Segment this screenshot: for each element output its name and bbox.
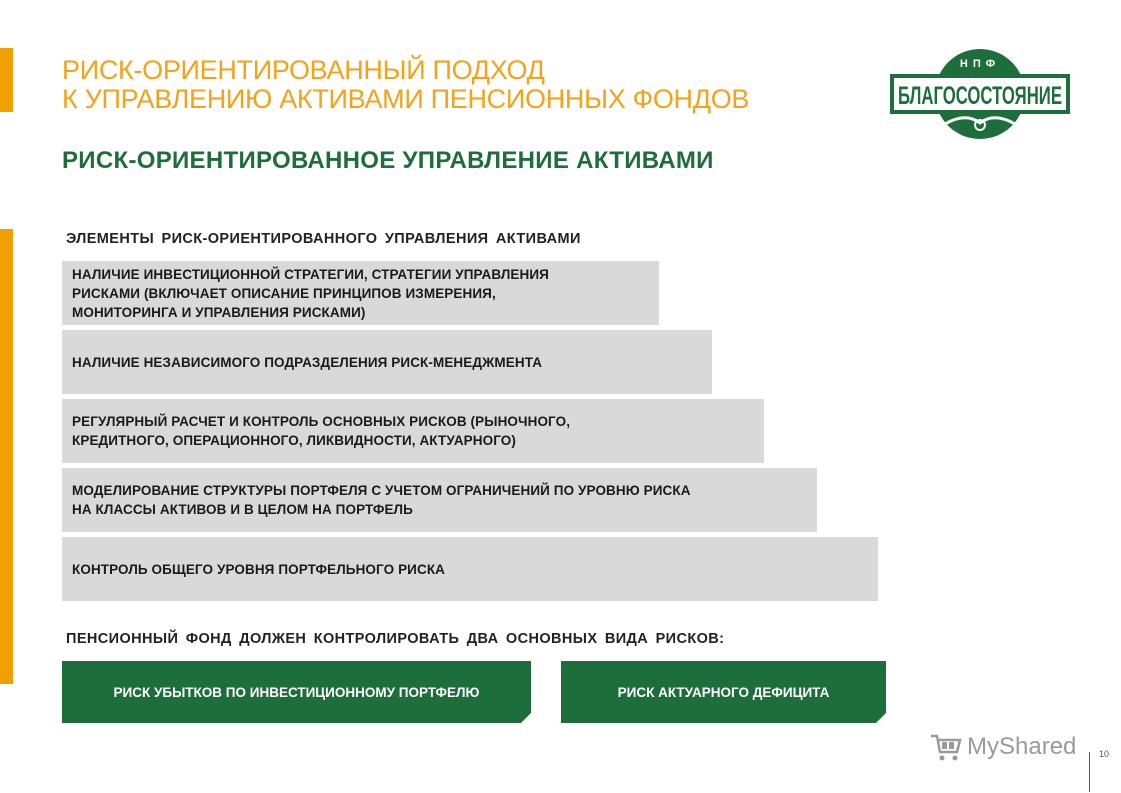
box-corner-notch: [876, 713, 886, 723]
step-risk-department: НАЛИЧИЕ НЕЗАВИСИМОГО ПОДРАЗДЕЛЕНИЯ РИСК-МЕНЕДЖМЕНТА: [62, 330, 712, 394]
step-portfolio-modeling: МОДЕЛИРОВАНИЕ СТРУКТУРЫ ПОРТФЕЛЯ С УЧЕТОМ ОГРАНИЧЕНИЙ ПО УРОВНЮ РИСКА НА КЛАССЫ АКТИВОВ И В ЦЕЛОМ НА ПОРТФЕЛЬ: [62, 468, 817, 532]
risk-actuarial-deficit: [561, 661, 886, 723]
elements-section-label: ЭЛЕМЕНТЫ РИСК-ОРИЕНТИРОВАННОГО УПРАВЛЕНИЯ АКТИВАМИ: [66, 231, 581, 247]
step-risk-calculation: РЕГУЛЯРНЫЙ РАСЧЕТ И КОНТРОЛЬ ОСНОВНЫХ РИСКОВ (РЫНОЧНОГО, КРЕДИТНОГО, ОПЕРАЦИОННОГО, ЛИКВИДНОСТИ, АКТУАРНОГО): [62, 399, 764, 463]
page-number: 10: [1099, 749, 1110, 759]
risk-portfolio-losses: [62, 661, 531, 723]
accent-bar-side: [0, 229, 13, 684]
slide-title: РИСК-ОРИЕНТИРОВАННЫЙ ПОДХОД К УПРАВЛЕНИЮ АКТИВАМИ ПЕНСИОННЫХ ФОНДОВ: [62, 55, 750, 114]
page-number-divider: [1089, 752, 1090, 792]
logo-top-text: НПФ: [959, 58, 1001, 70]
step-investment-strategy: НАЛИЧИЕ ИНВЕСТИЦИОННОЙ СТРАТЕГИИ, СТРАТЕГИИ УПРАВЛЕНИЯ РИСКАМИ (ВКЛЮЧАЕТ ОПИСАНИЕ ПРИНЦИПОВ ИЗМЕРЕНИЯ, МОНИТОРИНГА И УПРАВЛЕНИЯ РИСКАМИ): [62, 261, 659, 325]
box-corner-notch: [521, 713, 531, 723]
risk-actuarial-deficit-label: РИСК АКТУАРНОГО ДЕФИЦИТА: [617, 684, 830, 700]
accent-bar-top: [0, 48, 13, 112]
step-total-risk-control: КОНТРОЛЬ ОБЩЕГО УРОВНЯ ПОРТФЕЛЬНОГО РИСКА: [62, 537, 878, 601]
watermark-text: MyShared: [967, 733, 1077, 760]
slide-subtitle: РИСК-ОРИЕНТИРОВАННОЕ УПРАВЛЕНИЕ АКТИВАМИ: [62, 147, 714, 174]
cart-icon: [929, 730, 963, 764]
risks-section-label: ПЕНСИОННЫЙ ФОНД ДОЛЖЕН КОНТРОЛИРОВАТЬ ДВА ОСНОВНЫХ ВИДА РИСКОВ:: [66, 631, 725, 647]
watermark: [929, 730, 1076, 764]
logo-name-text: БЛАГОСОСТОЯНИЕ: [898, 82, 1062, 110]
risk-portfolio-losses-label: РИСК УБЫТКОВ ПО ИНВЕСТИЦИОННОМУ ПОРТФЕЛЮ: [113, 684, 480, 700]
company-logo: [889, 48, 1071, 140]
